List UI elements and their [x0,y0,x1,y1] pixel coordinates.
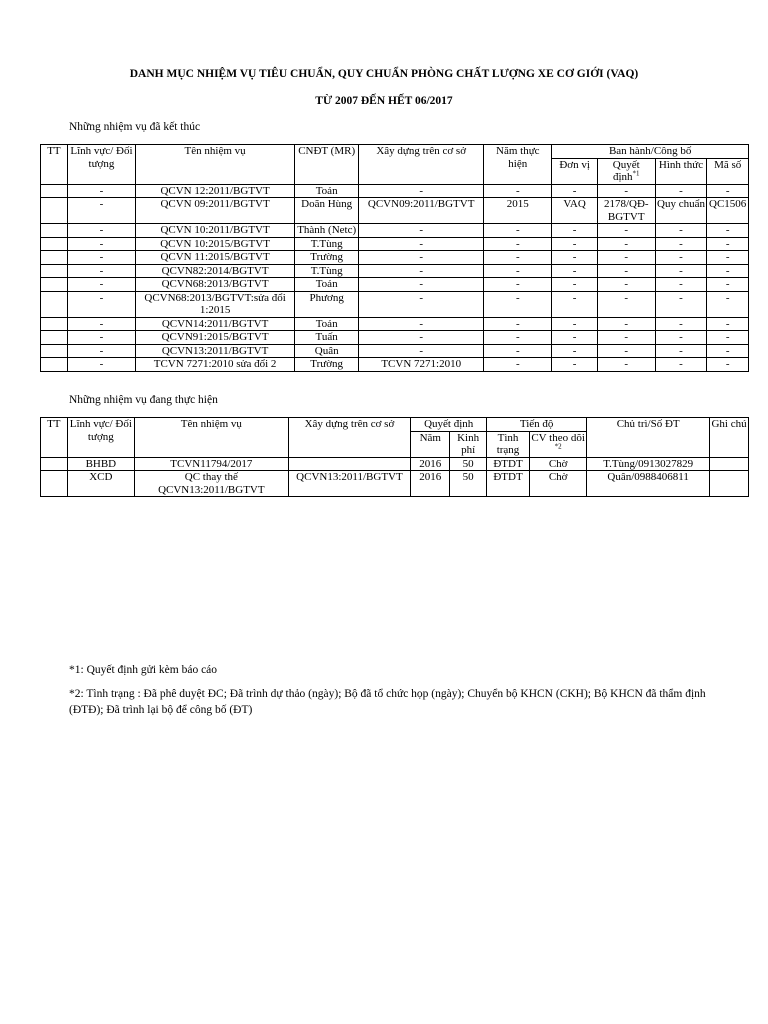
header-funding: Kinh phí [450,431,487,457]
cell-tt [41,291,68,317]
cell-unit: - [552,291,597,317]
ongoing-section-heading: Những nhiệm vụ đang thực hiện [69,394,218,406]
cell-task: QCVN82:2014/BGTVT [136,264,295,278]
header-field: Lĩnh vực/ Đối tượng [67,145,135,185]
cell-code: - [707,344,749,358]
header-cndt: CNĐT (MR) [295,145,359,185]
cell-lead: T.Tùng/0913027829 [587,457,710,471]
cell-basis: QCVN13:2011/BGTVT [288,471,411,497]
cell-year: 2016 [411,457,450,471]
cell-code: - [707,251,749,265]
table-row [41,317,749,331]
cell-year: - [484,278,552,292]
cell-unit: - [552,264,597,278]
cell-task: QCVN91:2015/BGTVT [136,331,295,345]
cell-year: - [484,358,552,372]
cell-form: - [655,331,707,345]
cell-field: - [67,237,135,251]
table-row [41,331,749,345]
cell-cndt: Tuấn [295,331,359,345]
cell-decision: - [597,184,655,198]
cell-task: QCVN68:2013/BGTVT [136,278,295,292]
cell-tt [41,358,68,372]
cell-basis: - [359,291,484,317]
cell-task: QCVN 11:2015/BGTVT [136,251,295,265]
table-row [41,471,749,497]
cell-cndt: Toản [295,317,359,331]
table-row [41,291,749,317]
table-row [41,358,749,372]
header-decision-label: Quyết định [612,158,640,183]
cell-field: BHBD [67,457,135,471]
cell-form: - [655,251,707,265]
cell-basis: - [359,331,484,345]
header-basis: Xây dựng trên cơ sở [288,418,411,458]
header-basis: Xây dựng trên cơ sở [359,145,484,185]
cell-field: - [67,251,135,265]
cell-unit: - [552,358,597,372]
cell-task: QCVN13:2011/BGTVT [136,344,295,358]
cell-basis: - [359,264,484,278]
header-code: Mã số [707,158,749,184]
cell-code: QC1506 [707,198,749,224]
cell-funding: 50 [450,457,487,471]
cell-decision: - [597,278,655,292]
cell-field: - [67,317,135,331]
cell-unit: - [552,278,597,292]
cell-year: - [484,224,552,238]
header-tt: TT [41,145,68,185]
cell-task: QCVN 10:2015/BGTVT [136,237,295,251]
cell-basis: - [359,344,484,358]
cell-code: - [707,358,749,372]
cell-form: - [655,224,707,238]
cell-cndt: Quân [295,344,359,358]
cell-tt [41,224,68,238]
document-subtitle: TỪ 2007 ĐẾN HẾT 06/2017 [315,95,453,107]
cell-basis: - [359,278,484,292]
header-task-name: Tên nhiệm vụ [135,418,288,458]
cell-code: - [707,331,749,345]
cell-year: - [484,291,552,317]
cell-tt [41,331,68,345]
cell-status: ĐTDT [487,457,530,471]
cell-tt [41,471,68,497]
cell-cndt: T.Tùng [295,264,359,278]
cell-tt [41,344,68,358]
document-title: DANH MỤC NHIỆM VỤ TIÊU CHUẨN, QUY CHUẨN PHÒNG CHẤT LƯỢNG XE CƠ GIỚI (VAQ) [129,68,639,80]
header-form: Hình thức [655,158,707,184]
cell-code: - [707,264,749,278]
cell-field: - [67,331,135,345]
table-row [41,278,749,292]
cell-form: - [655,344,707,358]
cell-form: - [655,291,707,317]
header-unit: Đơn vị [552,158,597,184]
footnote-ref-1: *1 [632,169,640,178]
cell-decision: - [597,358,655,372]
table-row [41,237,749,251]
cell-task: QCVN14:2011/BGTVT [136,317,295,331]
cell-code: - [707,317,749,331]
cell-cndt: Phương [295,291,359,317]
cell-basis: QCVN09:2011/BGTVT [359,198,484,224]
cell-status: ĐTDT [487,471,530,497]
cell-task: QCVN 09:2011/BGTVT [136,198,295,224]
cell-field: XCD [67,471,135,497]
cell-tt [41,264,68,278]
cell-task: QCVN 10:2011/BGTVT [136,224,295,238]
cell-cndt: T.Tùng [295,237,359,251]
cell-field: - [67,291,135,317]
cell-decision: - [597,331,655,345]
cell-basis: - [359,224,484,238]
cell-tracking: Chờ [530,457,587,471]
cell-decision: - [597,251,655,265]
cell-tt [41,278,68,292]
cell-task: TCVN 7271:2010 sửa đổi 2 [136,358,295,372]
cell-decision: 2178/QĐ-BGTVT [597,198,655,224]
cell-field: - [67,278,135,292]
cell-field: - [67,224,135,238]
header-tracking [530,431,587,457]
completed-tasks-table [40,144,749,372]
cell-unit: - [552,251,597,265]
header-year: Năm thực hiện [484,145,552,185]
cell-year: - [484,264,552,278]
cell-tracking: Chờ [530,471,587,497]
cell-code: - [707,224,749,238]
cell-field: - [67,344,135,358]
cell-task: QCVN68:2013/BGTVT:sửa đổi 1:2015 [136,291,295,317]
cell-task: QCVN 12:2011/BGTVT [136,184,295,198]
ongoing-tasks-table [40,417,749,497]
cell-unit: - [552,344,597,358]
cell-form: - [655,184,707,198]
cell-cndt: Toản [295,278,359,292]
cell-decision: - [597,237,655,251]
completed-section-heading: Những nhiệm vụ đã kết thúc [69,121,201,133]
cell-cndt: Toản [295,184,359,198]
cell-year: - [484,331,552,345]
cell-form: - [655,237,707,251]
header-field: Lĩnh vực/ Đối tượng [67,418,135,458]
cell-unit: - [552,331,597,345]
cell-field: - [67,358,135,372]
cell-year: - [484,184,552,198]
header-decision: Quyết định [411,418,487,432]
cell-cndt: Doãn Hùng [295,198,359,224]
cell-unit: - [552,224,597,238]
header-year: Năm [411,431,450,457]
cell-tt [41,457,68,471]
cell-form: - [655,317,707,331]
cell-form: - [655,278,707,292]
header-progress: Tiến độ [487,418,587,432]
cell-decision: - [597,264,655,278]
cell-year: 2015 [484,198,552,224]
cell-tt [41,198,68,224]
cell-basis [288,457,411,471]
table-row [41,344,749,358]
cell-field: - [67,264,135,278]
table-row [41,224,749,238]
cell-basis: - [359,184,484,198]
cell-lead: Quân/0988406811 [587,471,710,497]
cell-year: - [484,251,552,265]
cell-form: - [655,264,707,278]
cell-unit: - [552,317,597,331]
cell-tt [41,251,68,265]
cell-decision: - [597,344,655,358]
header-issued: Ban hành/Công bố [552,145,749,159]
header-tt: TT [41,418,68,458]
cell-tt [41,237,68,251]
cell-cndt: Trường [295,358,359,372]
cell-notes [710,471,749,497]
cell-cndt: Thành (Netc) [295,224,359,238]
header-decision [597,158,655,184]
cell-code: - [707,237,749,251]
cell-basis: - [359,317,484,331]
cell-form: - [655,358,707,372]
cell-year: - [484,237,552,251]
cell-decision: - [597,317,655,331]
cell-notes [710,457,749,471]
cell-year: - [484,317,552,331]
cell-tt [41,317,68,331]
header-tracking-label: CV theo dõi [531,431,585,444]
cell-year: - [484,344,552,358]
cell-tt [41,184,68,198]
cell-field: - [67,184,135,198]
cell-unit: - [552,184,597,198]
cell-basis: TCVN 7271:2010 [359,358,484,372]
cell-year: 2016 [411,471,450,497]
table-row [41,184,749,198]
footnote-2: *2: Tình trạng : Đã phê duyệt ĐC; Đã trình dự thảo (ngày); Bộ đã tổ chức họp (ngày); Chuyển bộ KHCN (CKH); Bộ KHCN đã thẩm định (ĐTĐ); Đã trình lại bộ để công bố (ĐT) [69,688,706,716]
cell-field: - [67,198,135,224]
cell-code: - [707,291,749,317]
cell-basis: - [359,237,484,251]
header-lead: Chủ trì/Số ĐT [587,418,710,458]
table-row [41,264,749,278]
cell-task: QC thay thế QCVN13:2011/BGTVT [135,471,288,497]
footnote-1: *1: Quyết định gửi kèm báo cáo [69,664,218,676]
cell-task: TCVN11794/2017 [135,457,288,471]
cell-unit: - [552,237,597,251]
cell-cndt: Trường [295,251,359,265]
cell-funding: 50 [450,471,487,497]
header-notes: Ghi chú [710,418,749,458]
table-row [41,251,749,265]
cell-decision: - [597,224,655,238]
header-task-name: Tên nhiệm vụ [136,145,295,185]
cell-form: Quy chuẩn [655,198,707,224]
header-status: Tình trạng [487,431,530,457]
cell-unit: VAQ [552,198,597,224]
table-row [41,198,749,224]
footnote-ref-2: *2 [554,442,562,451]
table-row [41,457,749,471]
cell-decision: - [597,291,655,317]
cell-basis: - [359,251,484,265]
cell-code: - [707,184,749,198]
cell-code: - [707,278,749,292]
